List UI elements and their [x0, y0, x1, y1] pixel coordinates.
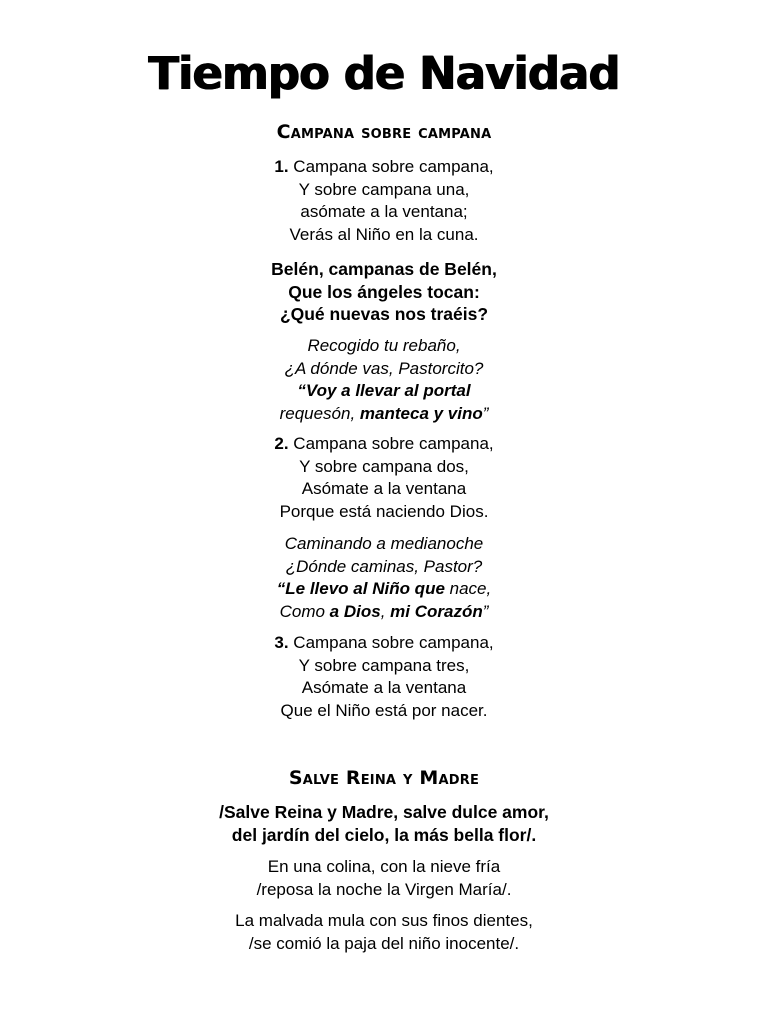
- stanza-3: [0, 632, 768, 722]
- stanza-line: asómate a la ventana;: [300, 202, 468, 221]
- stanza-line: Que el Niño está por nacer.: [280, 700, 488, 720]
- stanza-line: Y sobre campana una,: [298, 179, 470, 199]
- stanza-number: 3.: [274, 633, 289, 652]
- verse-line: requesón, manteca y vino”: [279, 403, 489, 423]
- stanza-line: Asómate a la ventana: [301, 678, 467, 697]
- stanza-mula: [0, 910, 768, 955]
- stanza-line: En una colina, con la nieve fría: [267, 857, 501, 876]
- song-title-salve: Salve Reina y Madre: [288, 767, 480, 789]
- verse-line: ¿A dónde vas, Pastorcito?: [284, 358, 484, 378]
- verse-pastor: [0, 533, 768, 623]
- chorus-line: Que los ángeles tocan:: [288, 281, 480, 302]
- stanza-1: [0, 156, 768, 246]
- stanza-2: [0, 433, 768, 523]
- chorus-salve: [0, 801, 768, 846]
- stanza-line: 2. Campana sobre campana,: [274, 434, 494, 453]
- chorus-line: /Salve Reina y Madre, salve dulce amor,: [219, 802, 549, 822]
- stanza-line: Verás al Niño en la cuna.: [289, 224, 479, 244]
- chorus-line: Belén, campanas de Belén,: [271, 259, 497, 279]
- chorus-line: ¿Qué nuevas nos traéis?: [279, 304, 489, 324]
- stanza-line: Y sobre campana tres,: [298, 655, 470, 675]
- stanza-line: 1. Campana sobre campana,: [274, 157, 494, 176]
- stanza-line: Y sobre campana dos,: [299, 456, 469, 476]
- stanza-line: Porque está naciendo Dios.: [279, 501, 489, 521]
- page-title: Tiempo de Navidad: [148, 47, 620, 100]
- song-title-campana: Campana sobre campana: [276, 121, 492, 143]
- chorus-belen: [0, 258, 768, 326]
- verse-line: Como a Dios, mi Corazón”: [279, 601, 489, 621]
- verse-line: Recogido tu rebaño,: [307, 336, 461, 355]
- stanza-line: /reposa la noche la Virgen María/.: [256, 879, 512, 899]
- stanza-colina: [0, 856, 768, 901]
- stanza-line: /se comió la paja del niño inocente/.: [248, 933, 520, 953]
- stanza-line: 3. Campana sobre campana,: [274, 633, 494, 652]
- verse-line: “Le llevo al Niño que nace,: [276, 579, 492, 598]
- verse-line: “Voy a llevar al portal: [297, 381, 471, 400]
- chorus-line: del jardín del cielo, la más bella flor/.: [231, 824, 537, 845]
- stanza-number: 2.: [274, 434, 289, 453]
- verse-line: Caminando a medianoche: [284, 534, 484, 553]
- stanza-line: La malvada mula con sus finos dientes,: [235, 911, 533, 930]
- stanza-number: 1.: [274, 157, 289, 176]
- verse-line: ¿Dónde caminas, Pastor?: [285, 556, 483, 576]
- stanza-line: Asómate a la ventana: [301, 479, 467, 498]
- verse-pastorcito: [0, 335, 768, 425]
